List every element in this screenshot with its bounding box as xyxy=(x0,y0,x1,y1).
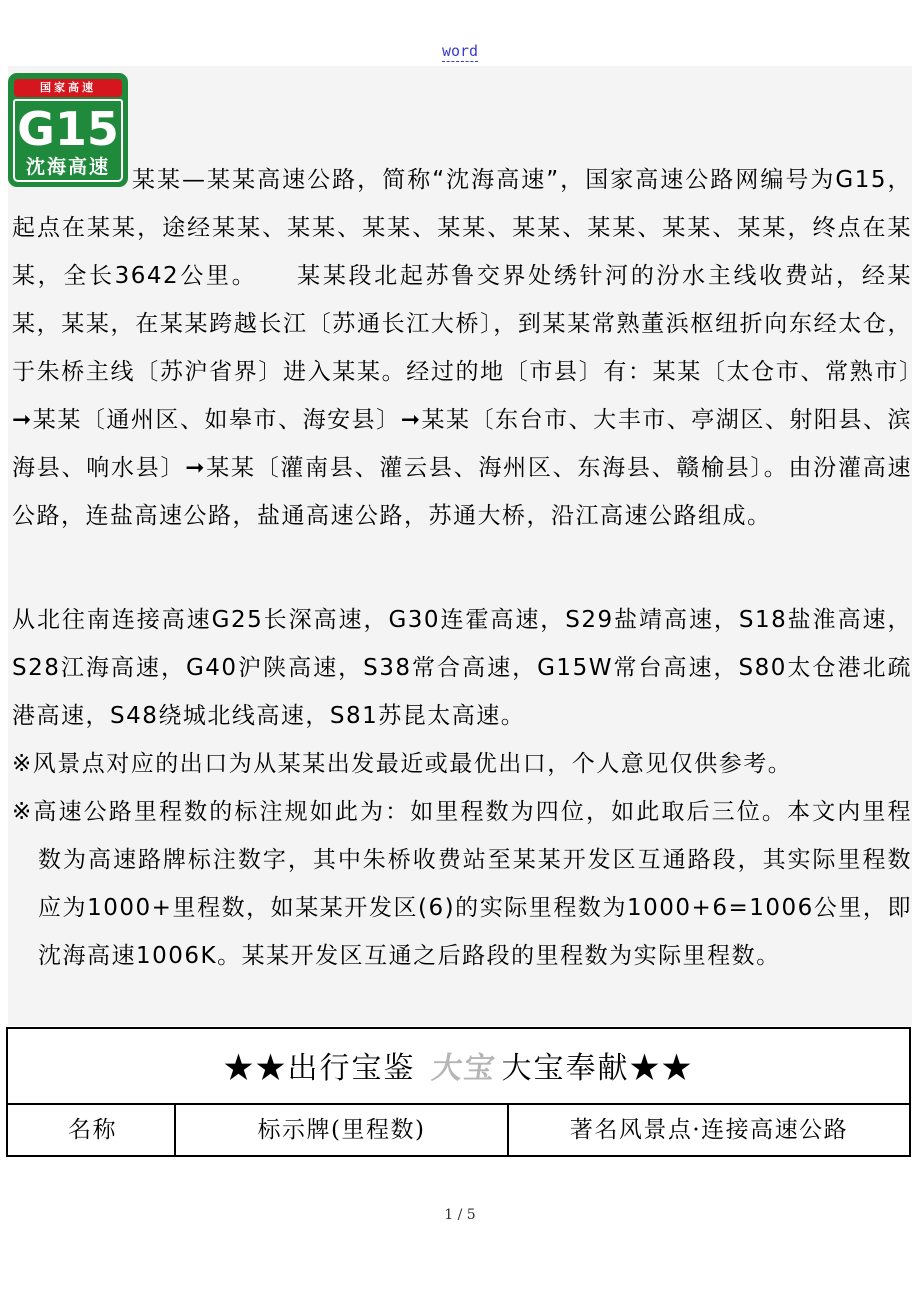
note-mileage: ※高速公路里程数的标注规如此为：如里程数为四位，如此取后三位。本文内里程数为高速路牌标注数字，其中朱桥收费站至某某开发区互通路段，其实际里程数应为1000+里程数，如某某开发区(6)的实际里程数为1000+6=1006公里，即沈海高速1006K。某某开发区互通之后路段的里程数为实际里程数。 xyxy=(12,799,912,969)
column-header-scenic: 著名风景点·连接高速公路 xyxy=(569,1117,849,1143)
guide-table xyxy=(6,1027,911,1157)
table-title xyxy=(8,1029,909,1105)
table-title-suffix: 大宝奉献★★ xyxy=(501,1051,694,1086)
connections-paragraph: 从北往南连接高速G25长深高速，G30连霍高速，S29盐靖高速，S18盐淮高速，S28江海高速，G40沪陕高速，S38常合高速，G15W常台高速，S80太仓港北疏港高速，S48绕城北线高速，S81苏昆太高速。 xyxy=(12,607,912,729)
logo-national-highway-label: 国家高速 xyxy=(14,79,122,97)
table-header-row xyxy=(8,1105,909,1155)
note-exits: ※风景点对应的出口为从某某出发最近或最优出口，个人意见仅供参考。 xyxy=(12,751,793,777)
header-word xyxy=(0,42,920,60)
column-header-name: 名称 xyxy=(8,1105,176,1155)
header-word-link[interactable]: word xyxy=(441,42,479,60)
table-title-prefix: ★★出行宝鉴 xyxy=(223,1051,416,1086)
intro-paragraph: 某某—某某高速公路，简称“沈海高速”，国家高速公路网编号为G15，起点在某某，途经某某、某某、某某、某某、某某、某某、某某、某某，终点在某某，全长3642公里。 某某段北起苏鲁交界处绣针河的汾水主线收费站，经某某，某某，在某某跨越长江〔苏通长江大桥〕，到某某常熟董浜枢纽折向东经太仓，于朱桥主线〔苏沪省界〕进入某某。经过的地〔市县〕有：某某〔太仓市、常熟市〕➞某某〔通州区、如皋市、海安县〕➞某某〔东台市、大丰市、亭湖区、射阳县、滨海县、响水县〕➞某某〔灌南县、灌云县、海州区、东海县、赣榆县〕。由汾灌高速公路，连盐高速公路，盐通高速公路，苏通大桥，沿江高速公路组成。 xyxy=(12,167,912,529)
page-number: 1 / 5 xyxy=(444,1207,476,1223)
column-header-sign: 标示牌(里程数) xyxy=(176,1105,509,1155)
dabao-stamp-logo: 大宝 xyxy=(429,1051,499,1086)
logo-route-name: 沈海高速 xyxy=(13,155,123,182)
logo-route-code: G15 xyxy=(13,99,123,157)
